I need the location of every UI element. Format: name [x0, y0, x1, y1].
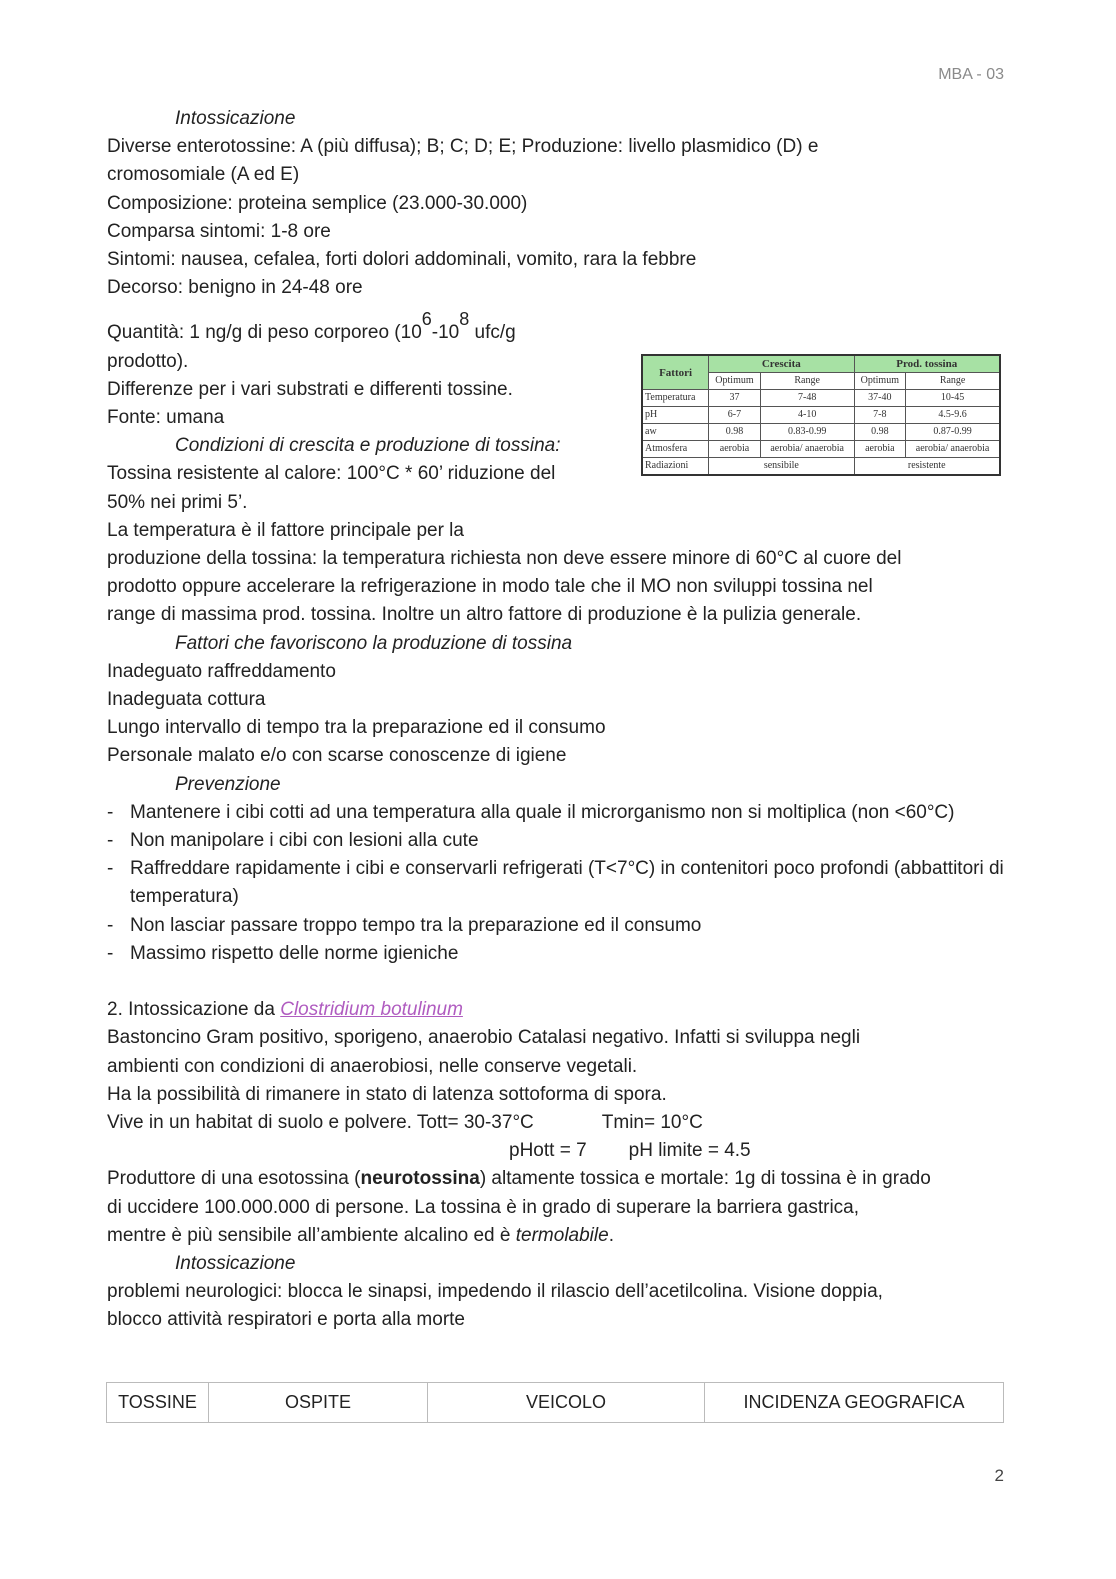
header-crescita: Crescita	[709, 355, 854, 373]
bullet-item	[107, 799, 1017, 827]
header-tossine: TOSSINE	[107, 1383, 209, 1423]
exponent: 6	[421, 309, 432, 330]
text-line	[107, 1165, 1017, 1193]
heading-fattori: Fattori che favoriscono la produzione di tossina	[175, 632, 573, 654]
text-line: Bastoncino Gram positivo, sporigeno, anaerobio Catalasi negativo. Infatti si sviluppa negli	[107, 1027, 861, 1049]
header-incidenza-geografica: INCIDENZA GEOGRAFICA	[705, 1383, 1004, 1423]
table-cell: aerobia/ anaerobia	[760, 441, 854, 458]
table-row	[642, 390, 1000, 407]
bullet-text: Raffreddare rapidamente i cibi e conservarli refrigerati (T<7°C) in contenitori poco profondi (abbattitori di temperatura)	[130, 858, 1004, 908]
header-ospite: OSPITE	[209, 1383, 428, 1423]
text-line: produzione della tossina: la temperatura richiesta non deve essere minore di 60°C al cuore del	[107, 548, 902, 570]
table-cell: sensibile	[709, 458, 854, 476]
habitat-text: Vive in un habitat di suolo e polvere. Tott= 30-37°C	[107, 1111, 534, 1133]
table-cell: aerobia	[854, 441, 906, 458]
table-cell: 10-45	[906, 390, 1000, 407]
table-cell: 7-48	[760, 390, 854, 407]
bullet-text: Non manipolare i cibi con lesioni alla cute	[130, 830, 479, 852]
row-label: pH	[642, 407, 709, 424]
header-veicolo: VEICOLO	[428, 1383, 705, 1423]
bullet-item	[107, 912, 1017, 940]
table-cell: 0.87-0.99	[906, 424, 1000, 441]
neurotossina-bold: neurotossina	[360, 1168, 480, 1190]
text-line	[107, 1109, 1017, 1137]
table-cell: resistente	[854, 458, 1000, 476]
tmin-text: Tmin= 10°C	[601, 1111, 703, 1133]
toxins-table	[106, 1382, 1004, 1423]
table-cell: 37	[709, 390, 761, 407]
text-line: prodotto oppure accelerare la refrigerazione in modo tale che il MO non sviluppi tossina nel	[107, 576, 873, 598]
text-line: Diverse enterotossine: A (più diffusa); B; C; D; E; Produzione: livello plasmidico (D) e	[107, 136, 819, 158]
dash-bullet: -	[107, 801, 114, 823]
text-part: Produttore di una esotossina (	[107, 1168, 361, 1190]
phott-text: pHott = 7	[509, 1140, 587, 1162]
text-line: ambienti con condizioni di anaerobiosi, nelle conserve vegetali.	[107, 1055, 638, 1077]
text-line: Sintomi: nausea, cefalea, forti dolori addominali, vomito, rara la febbre	[107, 249, 697, 271]
text-line	[107, 1137, 1017, 1165]
text-line: problemi neurologici: blocca le sinapsi, impedendo il rilascio dell’acetilcolina. Visione doppia,	[107, 1281, 883, 1303]
list-item: Lungo intervallo di tempo tra la preparazione ed il consumo	[107, 717, 606, 739]
table-cell: 37-40	[854, 390, 906, 407]
heading-intossicazione: Intossicazione	[175, 108, 296, 129]
text-line: Decorso: benigno in 24-48 ore	[107, 277, 363, 299]
page-body	[107, 105, 1017, 1335]
heading-intossicazione-2: Intossicazione	[175, 1252, 296, 1274]
text-line: cromosomiale (A ed E)	[107, 164, 300, 186]
table-row	[642, 458, 1000, 476]
phlimit-text: pH limite = 4.5	[628, 1140, 751, 1162]
row-label: aw	[642, 424, 709, 441]
row-label: Radiazioni	[642, 458, 709, 476]
header-prod-tossina: Prod. tossina	[854, 355, 1000, 373]
bullet-item	[107, 940, 1017, 968]
section-title	[107, 996, 1017, 1024]
bullet-text: Massimo rispetto delle norme igieniche	[130, 942, 459, 964]
quantity-text: -10	[431, 322, 460, 344]
header-range: Range	[906, 373, 1000, 390]
table-cell: 4.5-9.6	[906, 407, 1000, 424]
bullet-item	[107, 855, 1017, 911]
factors-table	[641, 354, 1001, 476]
bullet-text: Non lasciar passare troppo tempo tra la preparazione ed il consumo	[130, 914, 702, 936]
header-optimum: Optimum	[709, 373, 761, 390]
text-line: Differenze per i vari substrati e differenti tossine.	[107, 378, 513, 400]
list-item: Personale malato e/o con scarse conoscenze di igiene	[107, 745, 567, 767]
table-cell: aerobia	[709, 441, 761, 458]
row-label: Temperatura	[642, 390, 709, 407]
text-line: Comparsa sintomi: 1-8 ore	[107, 220, 331, 242]
table-row	[642, 441, 1000, 458]
list-item: Inadeguato raffreddamento	[107, 660, 336, 682]
table-cell: 6-7	[709, 407, 761, 424]
row-label: Atmosfera	[642, 441, 709, 458]
text-line: Fonte: umana	[107, 407, 225, 429]
text-part: ) altamente tossica e mortale: 1g di tossina è in grado	[479, 1168, 931, 1190]
dash-bullet: -	[107, 858, 114, 880]
header-range: Range	[760, 373, 854, 390]
text-line: 50% nei primi 5’.	[107, 491, 248, 513]
text-line: La temperatura è il fattore principale per la	[107, 519, 464, 541]
header-fattori: Fattori	[642, 355, 709, 390]
text-line: Ha la possibilità di rimanere in stato di latenza sottoforma di spora.	[107, 1083, 667, 1105]
text-line: range di massima prod. tossina. Inoltre un altro fattore di produzione è la pulizia generale.	[107, 604, 862, 626]
dash-bullet: -	[107, 942, 114, 964]
exponent: 8	[459, 309, 470, 330]
table-cell: 0.98	[709, 424, 761, 441]
table-cell: 7-8	[854, 407, 906, 424]
table-header-row	[107, 1383, 1004, 1423]
header-optimum: Optimum	[854, 373, 906, 390]
bullet-item	[107, 827, 1017, 855]
quantity-text: ufc/g	[469, 322, 516, 344]
heading-condizioni: Condizioni di crescita e produzione di tossina:	[175, 435, 561, 457]
organism-link[interactable]: Clostridium botulinum	[280, 999, 463, 1021]
table-row	[642, 424, 1000, 441]
text-line: Tossina resistente al calore: 100°C * 60’ riduzione del	[107, 463, 556, 485]
page-number: 2	[994, 1466, 1004, 1485]
table-cell: 0.98	[854, 424, 906, 441]
section-title-prefix: 2. Intossicazione da	[107, 999, 281, 1021]
text-part: mentre è più sensibile all’ambiente alcalino ed è	[107, 1224, 516, 1246]
page-header: MBA - 03	[938, 66, 1004, 83]
dash-bullet: -	[107, 914, 114, 936]
text-line: di uccidere 100.000.000 di persone. La tossina è in grado di superare la barriera gastrica,	[107, 1196, 860, 1218]
list-item: Inadeguata cottura	[107, 689, 266, 711]
text-line: blocco attività respiratori e porta alla morte	[107, 1309, 465, 1331]
table-row	[642, 407, 1000, 424]
text-line	[107, 1222, 1017, 1250]
text-line: Composizione: proteina semplice (23.000-30.000)	[107, 192, 528, 214]
dash-bullet: -	[107, 830, 114, 852]
table-cell: 4-10	[760, 407, 854, 424]
termolabile-italic: termolabile	[515, 1224, 609, 1246]
text-line: prodotto).	[107, 350, 189, 372]
text-part: .	[608, 1224, 614, 1246]
quantity-line	[107, 302, 1017, 347]
bullet-text: Mantenere i cibi cotti ad una temperatura alla quale il microrganismo non si moltiplica (non <60°C)	[130, 801, 955, 823]
heading-prevenzione: Prevenzione	[175, 773, 281, 795]
table-cell: aerobia/ anaerobia	[906, 441, 1000, 458]
quantity-text: Quantità: 1 ng/g di peso corporeo (10	[107, 322, 422, 344]
table-cell: 0.83-0.99	[760, 424, 854, 441]
